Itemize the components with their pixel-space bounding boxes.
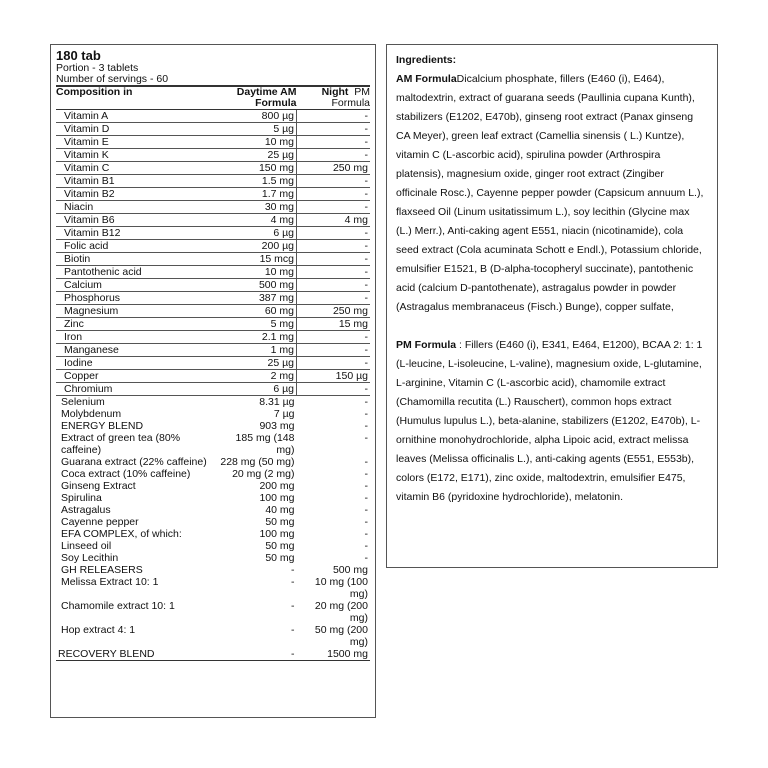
am-amount: 1.5 mg [216,175,297,188]
table-row [56,214,370,227]
nutrient-name: Linseed oil [61,540,112,552]
table-row [56,370,370,383]
pm-amount: - [297,136,371,149]
table-row [56,576,370,600]
table-row [56,357,370,370]
am-amount: 10 mg [216,136,297,149]
pm-amount: - [364,516,368,528]
nutrient-name: GH RELEASERS [61,564,143,576]
pm-amount: - [297,357,371,370]
pm-amount: 500 mg [332,564,368,576]
table-row [56,528,370,540]
pm-amount: - [364,420,368,432]
pm-amount: - [364,480,368,492]
table-row [56,162,370,175]
nutrient-name: ENERGY BLEND [61,420,144,432]
am-amount: 1 mg [216,344,297,357]
nutrient-name: Vitamin B6 [56,214,216,227]
am-amount: 20 mg (2 mg) [232,468,295,480]
am-amount: 903 mg [259,420,295,432]
daytime-am-header: Daytime AM Formula [216,86,297,110]
pm-amount: - [297,149,371,162]
am-amount: - [291,600,295,612]
pm-amount: - [297,383,371,396]
table-row [56,516,370,528]
am-amount: 40 mg [265,504,295,516]
pm-formula-ingredients [396,336,708,507]
nutrient-name: Phosphorus [56,292,216,305]
pm-amount: - [364,456,368,468]
pm-amount: - [297,175,371,188]
am-amount: 1.7 mg [216,188,297,201]
nutrient-name: Zinc [56,318,216,331]
nutrient-name: Vitamin B12 [56,227,216,240]
am-amount: 800 µg [216,110,297,123]
package-size-title: 180 tab [56,48,101,63]
nutrient-name: Niacin [56,201,216,214]
table-row [56,624,370,648]
pm-amount: - [364,492,368,504]
pm-amount: - [297,123,371,136]
nutrient-name: Vitamin D [56,123,216,136]
pm-amount: 10 mg (100 mg) [314,576,368,600]
ingredients-panel [386,44,718,568]
nutrient-name: Magnesium [56,305,216,318]
pm-amount: - [297,253,371,266]
table-row [56,344,370,357]
nutrient-name: Vitamin C [56,162,216,175]
am-amount: 25 µg [216,149,297,162]
am-amount: 4 mg [216,214,297,227]
table-row [56,552,370,564]
am-amount: - [291,564,295,576]
composition-table-body [56,110,370,661]
am-amount: 2 mg [216,370,297,383]
supplement-facts-panel [50,44,376,718]
table-row [56,456,370,468]
am-amount: 100 mg [259,528,295,540]
am-amount: 10 mg [216,266,297,279]
table-row [56,600,370,624]
nutrient-name: Vitamin K [56,149,216,162]
nutrient-name: Coca extract (10% caffeine) [61,468,191,480]
nutrient-name: Extract of green tea (80% caffeine) [61,432,181,456]
am-formula-ingredients [396,70,708,317]
pm-amount: 15 mg [297,318,371,331]
am-amount: 200 mg [259,480,295,492]
table-row [56,149,370,162]
am-amount: 100 mg [259,492,295,504]
am-amount: 15 mcg [216,253,297,266]
am-amount: 500 mg [216,279,297,292]
nutrient-name: Vitamin A [56,110,216,123]
am-amount: 50 mg [265,516,295,528]
nutrient-name: Spirulina [61,492,102,504]
pm-amount: - [364,468,368,480]
table-row [56,201,370,214]
table-row [56,408,370,420]
pm-amount: - [364,504,368,516]
nutrient-name: Chromium [56,383,216,396]
pm-amount: 250 mg [297,162,371,175]
am-amount: 50 mg [265,552,295,564]
nutrient-name: Copper [56,370,216,383]
nutrient-name: Vitamin B1 [56,175,216,188]
table-row [56,432,370,456]
nutrient-name: RECOVERY BLEND [56,648,216,661]
pm-amount: - [297,344,371,357]
am-amount: 7 µg [273,408,295,420]
nutrient-name: Vitamin E [56,136,216,149]
ingredients-heading: Ingredients: [396,54,457,66]
table-row [56,468,370,480]
am-amount: 5 µg [216,123,297,136]
table-row [56,240,370,253]
table-row [56,253,370,266]
pm-formula-text: : Fillers (E460 (i), E341, E464, E1200), BCAA 2: 1: 1 (L-leucine, L-isoleucine, L-valine), magnesium oxide, L-glutamine, L-arginine, Vitamin C (L-ascorbic acid), chamomile extract (Chamomilla recutita (L.) Rauschert), common hops extract (Humulus lupulus L.), beta-alanine, stabilizers (E1202, E470b), L-ornithine monohydrochloride, alpha Lipoic acid, extract melissa leaves (Melissa officinalis L.), anti-caking agents (E551, E553b), colors (E172, E171), zinc oxide, maltodextrin, emulsifier E475, vitamin B6 (pyridoxine hydrochloride), melatonin. [396,339,703,503]
am-amount: - [291,624,295,636]
am-amount: 2.1 mg [216,331,297,344]
servings-text: Number of servings - 60 [56,73,169,85]
am-amount: 5 mg [216,318,297,331]
portion-text: Portion - 3 tablets [56,62,139,74]
pm-amount: - [297,279,371,292]
am-amount: 150 mg [216,162,297,175]
table-row [56,396,370,409]
pm-amount: - [364,396,368,408]
pm-amount: - [297,292,371,305]
pm-amount: - [297,331,371,344]
am-amount: 30 mg [216,201,297,214]
table-row [56,279,370,292]
table-row [56,383,370,396]
table-row [56,318,370,331]
table-row [56,110,370,123]
nutrient-name: Pantothenic acid [56,266,216,279]
table-header-row [56,86,370,110]
table-row [56,292,370,305]
am-amount: 200 µg [216,240,297,253]
pm-amount: 1500 mg [297,648,371,661]
pm-amount: - [297,227,371,240]
am-amount: 387 mg [216,292,297,305]
table-row [56,266,370,279]
am-formula-text: Dicalcium phosphate, fillers (E460 (i), E464), maltodextrin, extract of guarana seeds (Paullinia cupana Kunth), stabilizers (E1202, E470b), ginseng root extract (Panax ginseng CA Meyer), green leaf extract (Camellia sinensis ( L.) Kuntze), vitamin C (L-ascorbic acid), spirulina powder (Arthrospira platensis), magnesium oxide, ginger root extract (Zingiber officinale Rosc.), Cayenne pepper powder (Capsicum annuum L.), flaxseed Oil (Linum usitatissimum L.), soy lecithin (Glycine max (L.) Merr.), Anti-caking agent E551, niacin (nicotinamide), cola seed extract (Cola acuminata Schott e Endl.), Potassium chloride, emulsifier E1521, B (D-alpha-tocopheryl succinate), pantothenic acid (calcium D-pantothenate), astragalus powder in powder (Astragalus membranaceus (Fisch.) Bunge), copper sulfate, [396,73,704,313]
pm-formula-label: PM Formula [396,339,457,351]
am-amount: 60 mg [216,305,297,318]
nutrient-name: Cayenne pepper [61,516,139,528]
table-row [56,188,370,201]
am-amount: 228 mg (50 mg) [220,456,295,468]
table-row [56,504,370,516]
nutrient-name: Soy Lecithin [61,552,119,564]
nutrient-name: Guarana extract (22% caffeine) [61,456,207,468]
nutrient-name: Selenium [61,396,105,408]
nutrient-name: Astragalus [61,504,111,516]
nutrient-name: Manganese [56,344,216,357]
pm-amount: - [364,432,368,444]
table-row [56,648,370,661]
nutrient-name: Ginseng Extract [61,480,136,492]
am-amount: 185 mg (148 mg) [235,432,295,456]
pm-amount: 150 µg [297,370,371,383]
table-row [56,420,370,432]
pm-amount: - [297,110,371,123]
pm-amount: 50 mg (200 mg) [314,624,368,648]
nutrient-name: Hop extract 4: 1 [61,624,136,636]
nutrient-name: Folic acid [56,240,216,253]
am-formula-label: AM Formula [396,73,457,85]
pm-amount: - [297,201,371,214]
table-row [56,492,370,504]
nutrient-name: Iodine [56,357,216,370]
pm-amount: - [297,188,371,201]
pm-amount: 4 mg [297,214,371,227]
nutrient-name: Iron [56,331,216,344]
table-row [56,305,370,318]
pm-amount: - [297,240,371,253]
composition-table [56,85,370,661]
am-amount: 50 mg [265,540,295,552]
nutrient-name: Vitamin B2 [56,188,216,201]
night-pm-header: Night PM Formula [297,86,371,110]
am-amount: 6 µg [216,227,297,240]
nutrient-name: Calcium [56,279,216,292]
pm-amount: - [364,540,368,552]
nutrient-name: Molybdenum [61,408,122,420]
table-row [56,331,370,344]
am-amount: 6 µg [216,383,297,396]
nutrient-name: Melissa Extract 10: 1 [61,576,159,588]
table-row [56,123,370,136]
am-amount: - [291,576,295,588]
am-amount: - [216,648,297,661]
table-row [56,175,370,188]
table-row [56,480,370,492]
pm-amount: - [364,552,368,564]
nutrient-name: Chamomile extract 10: 1 [61,600,175,612]
composition-header: Composition in [56,86,216,110]
nutrient-name: Biotin [56,253,216,266]
table-row [56,227,370,240]
pm-amount: - [297,266,371,279]
pm-amount: 20 mg (200 mg) [314,600,368,624]
pm-amount: - [364,408,368,420]
am-amount: 25 µg [216,357,297,370]
table-row [56,136,370,149]
table-row [56,540,370,552]
pm-amount: 250 mg [297,305,371,318]
pm-amount: - [364,528,368,540]
table-row [56,564,370,576]
nutrient-name: EFA COMPLEX, of which: [61,528,182,540]
am-amount: 8.31 µg [259,396,295,408]
